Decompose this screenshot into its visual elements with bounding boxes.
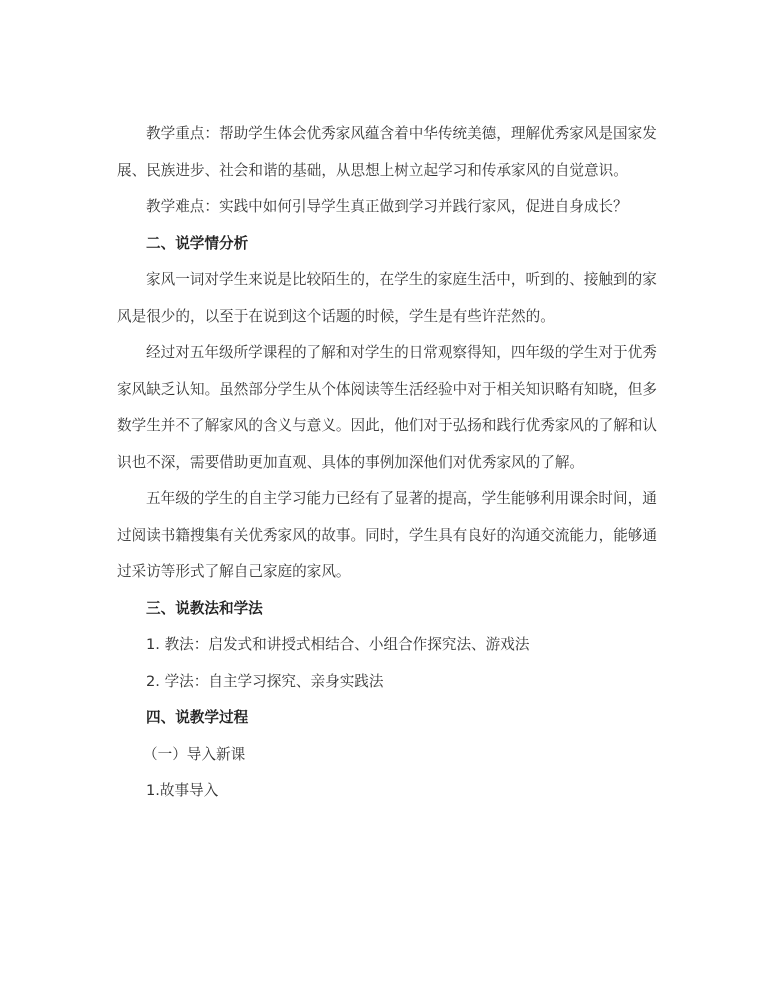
list-item-learning-method: 2. 学法：自主学习探究、亲身实践法	[146, 672, 384, 690]
subheading-introduction: （一）导入新课	[143, 745, 246, 763]
section-heading-methods: 三、说教法和学法	[146, 599, 263, 617]
body-paragraph: 家风一词对学生来说是比较陌生的，在学生的家庭生活中，听到的、接触到的家风是很少的，以至于在说到这个话题的时候，学生是有些许茫然的。	[117, 271, 657, 325]
list-item-story-intro: 1.故事导入	[146, 782, 219, 799]
body-paragraph: 五年级的学生的自主学习能力已经有了显著的提高，学生能够利用课余时间，通过阅读书籍搜集有关优秀家风的故事。同时，学生具有良好的沟通交流能力，能够通过采访等形式了解自己家庭的家风。	[117, 490, 657, 580]
document-page	[117, 116, 657, 810]
teaching-difficulty-paragraph: 教学难点：实践中如何引导学生真正做到学习并践行家风，促进自身成长？	[146, 198, 628, 215]
list-item-teaching-method: 1. 教法：启发式和讲授式相结合、小组合作探究法、游戏法	[146, 636, 530, 653]
teaching-focus-paragraph: 教学重点：帮助学生体会优秀家风蕴含着中华传统美德，理解优秀家风是国家发展、民族进步、社会和谐的基础，从思想上树立起学习和传承家风的自觉意识。	[117, 125, 657, 179]
section-heading-teaching-process: 四、说教学过程	[146, 709, 249, 726]
section-heading-learner-analysis: 二、说学情分析	[146, 234, 249, 252]
body-paragraph: 经过对五年级所学课程的了解和对学生的日常观察得知，四年级的学生对于优秀家风缺乏认知。虽然部分学生从个体阅读等生活经验中对于相关知识略有知晓，但多数学生并不了解家风的含义与意义。因此，他们对于弘扬和践行优秀家风的了解和认识也不深，需要借助更加直观、具体的事例加深他们对优秀家风的了解。	[117, 344, 657, 471]
